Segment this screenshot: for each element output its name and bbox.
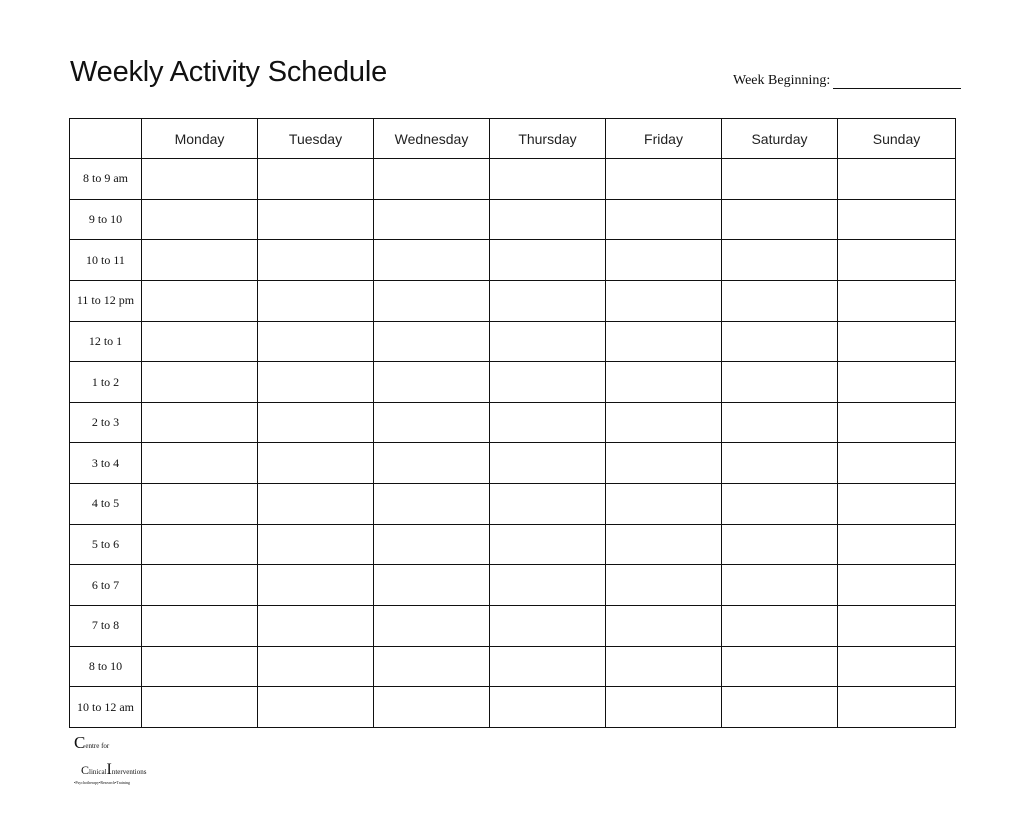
schedule-cell-wednesday[interactable] [374, 565, 490, 606]
schedule-cell-friday[interactable] [606, 321, 722, 362]
schedule-cell-tuesday[interactable] [258, 484, 374, 525]
schedule-cell-monday[interactable] [142, 240, 258, 281]
schedule-cell-monday[interactable] [142, 565, 258, 606]
schedule-cell-tuesday[interactable] [258, 159, 374, 200]
corner-cell [70, 119, 142, 159]
schedule-cell-thursday[interactable] [490, 606, 606, 647]
schedule-cell-tuesday[interactable] [258, 565, 374, 606]
time-slot-label: 10 to 11 [70, 240, 142, 281]
schedule-cell-monday[interactable] [142, 687, 258, 728]
schedule-cell-saturday[interactable] [722, 646, 838, 687]
schedule-cell-saturday[interactable] [722, 565, 838, 606]
schedule-cell-thursday[interactable] [490, 362, 606, 403]
time-slot-label: 11 to 12 pm [70, 280, 142, 321]
time-slot-label: 3 to 4 [70, 443, 142, 484]
table-row [70, 321, 956, 362]
schedule-cell-saturday[interactable] [722, 362, 838, 403]
logo-line-1: Centre for [74, 733, 110, 752]
schedule-cell-sunday[interactable] [838, 646, 956, 687]
schedule-cell-friday[interactable] [606, 159, 722, 200]
schedule-cell-friday[interactable] [606, 524, 722, 565]
schedule-cell-wednesday[interactable] [374, 362, 490, 403]
schedule-cell-friday[interactable] [606, 199, 722, 240]
schedule-cell-tuesday[interactable] [258, 443, 374, 484]
time-slot-label: 1 to 2 [70, 362, 142, 403]
schedule-cell-tuesday[interactable] [258, 240, 374, 281]
day-header-monday: Monday [142, 119, 258, 159]
week-beginning [733, 73, 961, 89]
schedule-cell-thursday[interactable] [490, 524, 606, 565]
schedule-cell-thursday[interactable] [490, 484, 606, 525]
schedule-cell-thursday[interactable] [490, 687, 606, 728]
schedule-table [69, 118, 956, 728]
schedule-cell-wednesday[interactable] [374, 159, 490, 200]
day-header-thursday: Thursday [490, 119, 606, 159]
schedule-cell-monday[interactable] [142, 362, 258, 403]
time-slot-label: 8 to 9 am [70, 159, 142, 200]
schedule-cell-wednesday[interactable] [374, 443, 490, 484]
schedule-cell-sunday[interactable] [838, 159, 956, 200]
schedule-cell-friday[interactable] [606, 606, 722, 647]
logo [74, 733, 164, 793]
schedule-cell-thursday[interactable] [490, 565, 606, 606]
schedule-cell-friday[interactable] [606, 484, 722, 525]
schedule-cell-thursday[interactable] [490, 199, 606, 240]
time-slot-label: 5 to 6 [70, 524, 142, 565]
day-header-friday: Friday [606, 119, 722, 159]
schedule-cell-wednesday[interactable] [374, 524, 490, 565]
schedule-cell-sunday[interactable] [838, 280, 956, 321]
table-row [70, 402, 956, 443]
schedule-cell-friday[interactable] [606, 240, 722, 281]
day-header-saturday: Saturday [722, 119, 838, 159]
schedule-cell-thursday[interactable] [490, 159, 606, 200]
table-row [70, 240, 956, 281]
schedule-body [70, 159, 956, 728]
schedule-cell-thursday[interactable] [490, 646, 606, 687]
schedule-cell-friday[interactable] [606, 687, 722, 728]
schedule-cell-sunday[interactable] [838, 524, 956, 565]
schedule-cell-monday[interactable] [142, 484, 258, 525]
logo-line-2: ClinicalInterventions [81, 761, 147, 778]
schedule-cell-thursday[interactable] [490, 443, 606, 484]
table-row [70, 524, 956, 565]
time-slot-label: 7 to 8 [70, 606, 142, 647]
schedule-cell-wednesday[interactable] [374, 280, 490, 321]
time-slot-label: 2 to 3 [70, 402, 142, 443]
schedule-cell-monday[interactable] [142, 606, 258, 647]
schedule-cell-thursday[interactable] [490, 280, 606, 321]
schedule-cell-saturday[interactable] [722, 199, 838, 240]
schedule-cell-monday[interactable] [142, 402, 258, 443]
schedule-cell-thursday[interactable] [490, 321, 606, 362]
schedule-cell-thursday[interactable] [490, 402, 606, 443]
schedule-cell-wednesday[interactable] [374, 402, 490, 443]
schedule-cell-saturday[interactable] [722, 159, 838, 200]
header-row [70, 119, 956, 159]
schedule-cell-friday[interactable] [606, 565, 722, 606]
schedule-cell-saturday[interactable] [722, 524, 838, 565]
table-row [70, 646, 956, 687]
time-slot-label: 6 to 7 [70, 565, 142, 606]
schedule-cell-wednesday[interactable] [374, 484, 490, 525]
schedule-cell-thursday[interactable] [490, 240, 606, 281]
schedule-cell-sunday[interactable] [838, 606, 956, 647]
day-header-sunday: Sunday [838, 119, 956, 159]
table-row [70, 484, 956, 525]
schedule-cell-tuesday[interactable] [258, 606, 374, 647]
week-beginning-label: Week Beginning: [733, 73, 831, 88]
schedule-cell-tuesday[interactable] [258, 280, 374, 321]
schedule-cell-sunday[interactable] [838, 443, 956, 484]
schedule-cell-saturday[interactable] [722, 687, 838, 728]
schedule-cell-friday[interactable] [606, 443, 722, 484]
schedule-cell-sunday[interactable] [838, 362, 956, 403]
time-slot-label: 4 to 5 [70, 484, 142, 525]
table-row [70, 199, 956, 240]
schedule-cell-saturday[interactable] [722, 484, 838, 525]
schedule-cell-wednesday[interactable] [374, 199, 490, 240]
table-row [70, 159, 956, 200]
schedule-cell-monday[interactable] [142, 280, 258, 321]
day-header-wednesday: Wednesday [374, 119, 490, 159]
schedule-cell-monday[interactable] [142, 646, 258, 687]
schedule-cell-friday[interactable] [606, 646, 722, 687]
schedule-cell-tuesday[interactable] [258, 524, 374, 565]
table-row [70, 687, 956, 728]
day-header-tuesday: Tuesday [258, 119, 374, 159]
schedule-cell-wednesday[interactable] [374, 687, 490, 728]
time-slot-label: 12 to 1 [70, 321, 142, 362]
table-row [70, 280, 956, 321]
schedule-cell-sunday[interactable] [838, 199, 956, 240]
schedule-cell-monday[interactable] [142, 524, 258, 565]
schedule-cell-monday[interactable] [142, 199, 258, 240]
schedule-cell-sunday[interactable] [838, 484, 956, 525]
schedule-cell-friday[interactable] [606, 362, 722, 403]
table-row [70, 362, 956, 403]
logo-tagline: •Psychotherapy•Research•Training [74, 780, 131, 785]
schedule-cell-tuesday[interactable] [258, 402, 374, 443]
table-row [70, 565, 956, 606]
schedule-cell-saturday[interactable] [722, 321, 838, 362]
schedule-cell-friday[interactable] [606, 402, 722, 443]
schedule-cell-friday[interactable] [606, 280, 722, 321]
schedule-cell-saturday[interactable] [722, 402, 838, 443]
table-row [70, 443, 956, 484]
week-beginning-field[interactable] [833, 74, 961, 89]
schedule-cell-sunday[interactable] [838, 565, 956, 606]
schedule-cell-saturday[interactable] [722, 280, 838, 321]
schedule-cell-tuesday[interactable] [258, 362, 374, 403]
schedule-cell-tuesday[interactable] [258, 646, 374, 687]
schedule-cell-wednesday[interactable] [374, 646, 490, 687]
schedule-cell-saturday[interactable] [722, 443, 838, 484]
time-slot-label: 10 to 12 am [70, 687, 142, 728]
schedule-cell-wednesday[interactable] [374, 240, 490, 281]
schedule-cell-wednesday[interactable] [374, 321, 490, 362]
schedule-cell-tuesday[interactable] [258, 199, 374, 240]
schedule-cell-saturday[interactable] [722, 240, 838, 281]
schedule-cell-saturday[interactable] [722, 606, 838, 647]
schedule-cell-monday[interactable] [142, 321, 258, 362]
schedule-cell-sunday[interactable] [838, 687, 956, 728]
time-slot-label: 8 to 10 [70, 646, 142, 687]
schedule-cell-tuesday[interactable] [258, 321, 374, 362]
schedule-cell-sunday[interactable] [838, 402, 956, 443]
schedule-cell-wednesday[interactable] [374, 606, 490, 647]
schedule-cell-monday[interactable] [142, 159, 258, 200]
schedule-cell-sunday[interactable] [838, 321, 956, 362]
schedule-cell-tuesday[interactable] [258, 687, 374, 728]
page-title: Weekly Activity Schedule [70, 56, 388, 88]
time-slot-label: 9 to 10 [70, 199, 142, 240]
table-row [70, 606, 956, 647]
schedule-cell-monday[interactable] [142, 443, 258, 484]
schedule-cell-sunday[interactable] [838, 240, 956, 281]
